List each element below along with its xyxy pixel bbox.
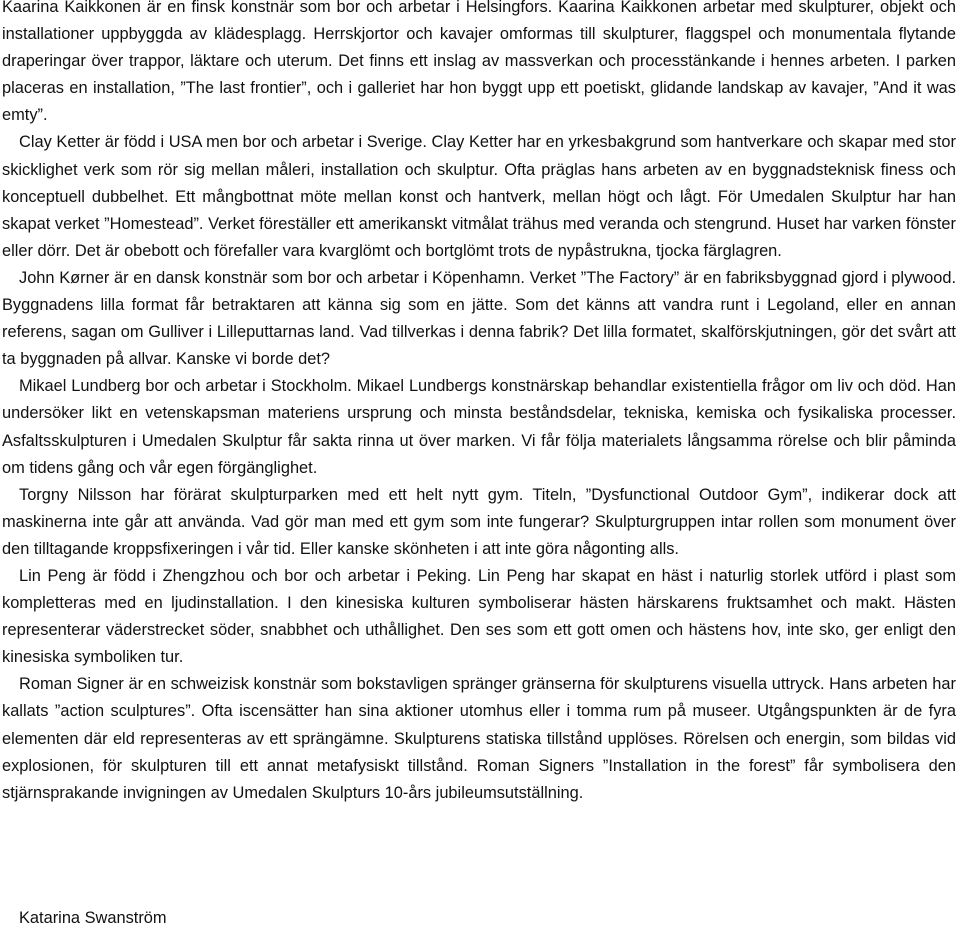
paragraph-lin-peng: Lin Peng är född i Zhengzhou och bor och arbetar i Peking. Lin Peng har skapat en häst i naturlig storlek utförd i plast som kompletteras med en ljudinstallation. I den kinesiska kulturen symboliserar hästen härskarens fruktsamhet och makt. Hästen representerar väderstrecket söder, snabbhet och uthållighet. Den ses som ett gott omen och hästens hov, inte sko, ger enligt den kinesiska symboliken tur.: [2, 566, 956, 667]
paragraph-lundberg: Mikael Lundberg bor och arbetar i Stockholm. Mikael Lundbergs konstnärskap behandlar existentiella frågor om liv och död. Han undersöker likt en vetenskapsman materiens ursprung och minsta beståndsdelar, tekniska, kemiska och fysikaliska processer. Asfaltsskulpturen i Umedalen Skulptur får sakta rinna ut över marken. Vi får följa materialets långsamma rörelse och blir påminda om tidens gång och vår egen förgänglighet.: [2, 377, 956, 477]
paragraph-signer: Roman Signer är en schweizisk konstnär som bokstavligen spränger gränserna för skulpturens visuella uttryck. Hans arbeten har kallats ”action sculptures”. Ofta iscensätter han sina aktioner utomhus eller i tomma rum på museer. Utgångspunkten är de fyra elementen där eld representeras av ett sprängämne. Skulpturens statiska tillstånd upplöses. Rörelsen och energin, som bildas vid explosionen, för skulpturen till ett annat metafysiskt tillstånd. Roman Signers ”Installation in the forest” får symbolisera den stjärnsprakande invigningen av Umedalen Skulpturs 10-års jubileumsutställning.: [2, 675, 956, 802]
author-signature: Katarina Swanström: [19, 909, 167, 927]
paragraph-korner: John Kørner är en dansk konstnär som bor och arbetar i Köpenhamn. Verket ”The Factory” är en fabriksbyggnad gjord i plywood. Byggnadens lilla format får betraktaren att känna sig som en jätte. Som det känns att vandra runt i Legoland, eller en annan referens, sagan om Gulliver i Lilleputtarnas land. Vad tillverkas i denna fabrik? Det lilla formatet, skalförskjutningen, gör det svårt att ta byggnaden på allvar. Kanske vi borde det?: [2, 268, 956, 369]
paragraph-ketter: Clay Ketter är född i USA men bor och arbetar i Sverige. Clay Ketter har en yrkesbakgrund som hantverkare och skapar med stor skicklighet verk som rör sig mellan måleri, installation och skulptur. Ofta präglas hans arbeten av en byggnadsteknisk finess och konceptuell dubbelhet. Ett mångbottnat möte mellan konst och hantverk, mellan högt och lågt. För Umedalen Skulptur har han skapat verket ”Homestead”. Verket föreställer ett amerikanskt vitmålat trähus med veranda och stengrund. Huset har varken fönster eller dörr. Det är obebott och förefaller vara kvarglömt och bortglömt trots de nypåstrukna, tjocka färglagren.: [2, 133, 956, 260]
paragraph-nilsson: Torgny Nilsson har förärat skulpturparken med ett helt nytt gym. Titeln, ”Dysfunctional Outdoor Gym”, indikerar dock att maskinerna inte går att använda. Vad gör man med ett gym som inte fungerar? Skulpturgruppen intar rollen som monument över den tilltagande kroppsfixeringen i vår tid. Eller kanske skönheten i att inte göra någonting alls.: [2, 485, 956, 558]
article-body: [2, 0, 956, 807]
paragraph-kaikkonen: Kaarina Kaikkonen är en finsk konstnär som bor och arbetar i Helsingfors. Kaarina Kaikkonen arbetar med skulpturer, objekt och installationer uppbyggda av klädesplagg. Herrskjortor och kavajer omformas till skulpturer, flaggspel och monumentala flytande draperingar över trappor, läktare och uterum. Det finns ett inslag av massverkan och processtänkande i hennes arbeten. I parken placeras en installation, ”The last frontier”, och i galleriet har hon byggt upp ett poetiskt, glidande landskap av kavajer, ”And it was emty”.: [2, 0, 956, 125]
